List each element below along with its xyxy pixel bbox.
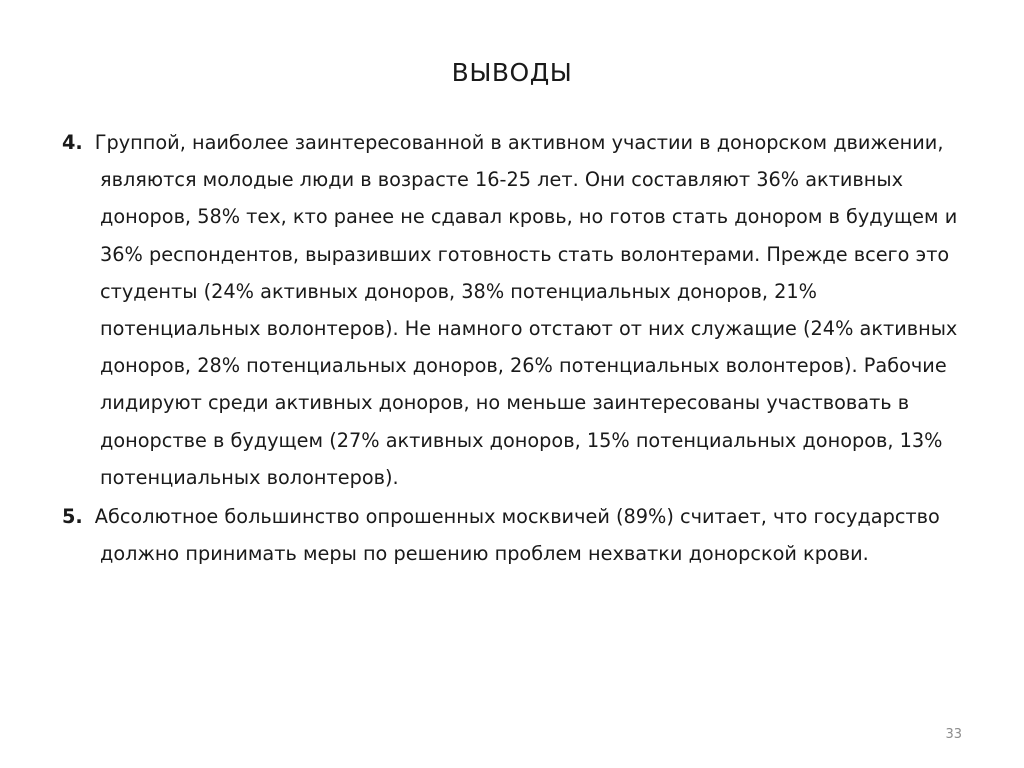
item-number: 4. [62, 131, 83, 154]
conclusions-list [62, 124, 974, 574]
item-text: Группой, наиболее заинтересованной в активном участии в донорском движении, являются молодые люди в возрасте 16-25 лет. Они составляют 36% активных доноров, 58% тех, кто ранее не сдавал кровь, но готов стать донором в будущем и 36% респондентов, выразивших готовность стать волонтерами. Прежде всего это студенты (24% активных доноров, 38% потенциальных доноров, 21% потенциальных волонтеров). Не намного отстают от них служащие (24% активных доноров, 28% потенциальных доноров, 26% потенциальных волонтеров). Рабочие лидируют среди активных доноров, но меньше заинтересованы участвовать в донорстве в будущем (27% активных доноров, 15% потенциальных доноров, 13% потенциальных волонтеров). [94, 131, 958, 489]
conclusion-item-4 [62, 124, 974, 496]
item-text: Абсолютное большинство опрошенных москвичей (89%) считает, что государство должно принимать меры по решению проблем нехватки донорской крови. [94, 505, 940, 566]
item-number: 5. [62, 505, 83, 529]
slide-title: ВЫВОДЫ [451, 58, 573, 87]
page-number: 33 [945, 727, 962, 742]
conclusion-item-5 [62, 498, 974, 572]
